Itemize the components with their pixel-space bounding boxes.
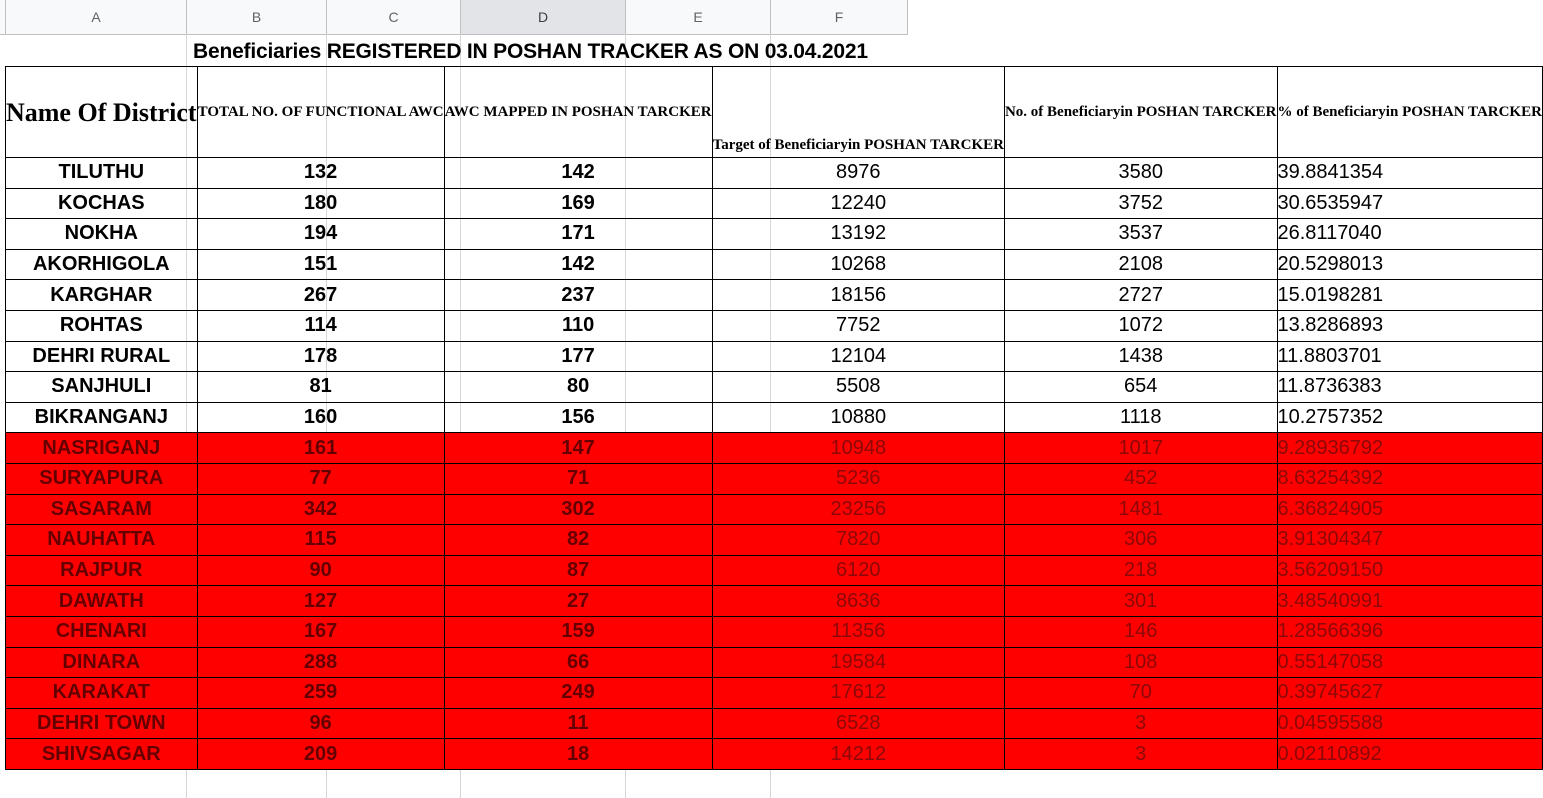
cell-beneficiary-count[interactable]: 108 (1004, 647, 1277, 678)
column-header-f[interactable]: F (771, 0, 908, 34)
cell-awc-mapped[interactable]: 156 (444, 402, 712, 433)
cell-beneficiary-count[interactable]: 3 (1004, 739, 1277, 770)
cell-target[interactable]: 8636 (712, 586, 1004, 617)
cell-beneficiary-count[interactable]: 70 (1004, 678, 1277, 709)
header-target[interactable]: Target of Beneficiaryin POSHAN TARCKER (712, 67, 1004, 158)
cell-functional-awc[interactable]: 160 (197, 402, 444, 433)
cell-percent[interactable]: 9.28936792 (1277, 433, 1542, 464)
cell-functional-awc[interactable]: 151 (197, 249, 444, 280)
cell-beneficiary-count[interactable]: 3 (1004, 708, 1277, 739)
cell-awc-mapped[interactable]: 142 (444, 158, 712, 189)
cell-percent[interactable]: 15.0198281 (1277, 280, 1542, 311)
cell-district[interactable]: BIKRANGANJ (6, 402, 198, 433)
cell-target[interactable]: 7752 (712, 310, 1004, 341)
cell-district[interactable]: SURYAPURA (6, 463, 198, 494)
cell-target[interactable]: 6528 (712, 708, 1004, 739)
cell-beneficiary-count[interactable]: 3752 (1004, 188, 1277, 219)
cell-percent[interactable]: 20.5298013 (1277, 249, 1542, 280)
cell-target[interactable]: 6120 (712, 555, 1004, 586)
column-header-a[interactable]: A (6, 0, 187, 34)
cell-target[interactable]: 19584 (712, 647, 1004, 678)
cell-functional-awc[interactable]: 288 (197, 647, 444, 678)
cell-beneficiary-count[interactable]: 452 (1004, 463, 1277, 494)
cell-beneficiary-count[interactable]: 1438 (1004, 341, 1277, 372)
cell-district[interactable]: SASARAM (6, 494, 198, 525)
table-row (6, 158, 1543, 189)
column-header-d[interactable]: D (461, 0, 626, 34)
empty-row (0, 772, 908, 798)
cell-beneficiary-count[interactable]: 3537 (1004, 219, 1277, 250)
cell-awc-mapped[interactable]: 169 (444, 188, 712, 219)
cell-percent[interactable]: 11.8736383 (1277, 372, 1542, 403)
cell-awc-mapped[interactable]: 66 (444, 647, 712, 678)
cell-target[interactable]: 12104 (712, 341, 1004, 372)
table-row (6, 586, 1543, 617)
cell-percent[interactable]: 39.8841354 (1277, 158, 1542, 189)
cell-beneficiary-count[interactable]: 306 (1004, 525, 1277, 556)
cell-district[interactable]: KOCHAS (6, 188, 198, 219)
cell-functional-awc[interactable]: 115 (197, 525, 444, 556)
cell-target[interactable]: 5508 (712, 372, 1004, 403)
cell-district[interactable]: TILUTHU (6, 158, 198, 189)
table-row (6, 647, 1543, 678)
header-functional-awc[interactable]: TOTAL NO. OF FUNCTIONAL AWC (197, 67, 444, 158)
table-header-row (6, 67, 1543, 158)
cell-beneficiary-count[interactable]: 301 (1004, 586, 1277, 617)
table-row (6, 678, 1543, 709)
cell-beneficiary-count[interactable]: 1017 (1004, 433, 1277, 464)
cell-district[interactable]: ROHTAS (6, 310, 198, 341)
table-row (6, 280, 1543, 311)
table-row (6, 402, 1543, 433)
cell-functional-awc[interactable]: 127 (197, 586, 444, 617)
cell-target[interactable]: 5236 (712, 463, 1004, 494)
cell-functional-awc[interactable]: 161 (197, 433, 444, 464)
table-row (6, 463, 1543, 494)
table-row (6, 555, 1543, 586)
cell-functional-awc[interactable]: 342 (197, 494, 444, 525)
cell-district[interactable]: DEHRI TOWN (6, 708, 198, 739)
cell-district[interactable]: DAWATH (6, 586, 198, 617)
cell-target[interactable]: 14212 (712, 739, 1004, 770)
cell-percent[interactable]: 3.48540991 (1277, 586, 1542, 617)
table-row (6, 708, 1543, 739)
table-row (6, 494, 1543, 525)
cell-percent[interactable]: 0.55147058 (1277, 647, 1542, 678)
column-header-c[interactable]: C (327, 0, 461, 34)
cell-percent[interactable]: 3.91304347 (1277, 525, 1542, 556)
table-row (6, 188, 1543, 219)
cell-target[interactable]: 18156 (712, 280, 1004, 311)
cell-percent[interactable]: 11.8803701 (1277, 341, 1542, 372)
cell-percent[interactable]: 3.56209150 (1277, 555, 1542, 586)
cell-awc-mapped[interactable]: 87 (444, 555, 712, 586)
cell-percent[interactable]: 0.04595588 (1277, 708, 1542, 739)
table-row (6, 372, 1543, 403)
cell-functional-awc[interactable]: 267 (197, 280, 444, 311)
cell-awc-mapped[interactable]: 18 (444, 739, 712, 770)
header-percent[interactable]: % of Beneficiaryin POSHAN TARCKER (1277, 67, 1542, 158)
table-row (6, 341, 1543, 372)
cell-beneficiary-count[interactable]: 1118 (1004, 402, 1277, 433)
cell-target[interactable]: 23256 (712, 494, 1004, 525)
cell-awc-mapped[interactable]: 249 (444, 678, 712, 709)
cell-awc-mapped[interactable]: 171 (444, 219, 712, 250)
cell-district[interactable]: CHENARI (6, 616, 198, 647)
cell-district[interactable]: RAJPUR (6, 555, 198, 586)
cell-beneficiary-count[interactable]: 2727 (1004, 280, 1277, 311)
cell-awc-mapped[interactable]: 71 (444, 463, 712, 494)
cell-district[interactable]: SHIVSAGAR (6, 739, 198, 770)
cell-awc-mapped[interactable]: 11 (444, 708, 712, 739)
cell-functional-awc[interactable]: 180 (197, 188, 444, 219)
cell-beneficiary-count[interactable]: 146 (1004, 616, 1277, 647)
cell-percent[interactable]: 0.02110892 (1277, 739, 1542, 770)
cell-functional-awc[interactable]: 114 (197, 310, 444, 341)
sheet-title[interactable]: Beneficiaries REGISTERED IN POSHAN TRACKER AS ON 03.04.2021 (193, 40, 868, 63)
cell-district[interactable]: DEHRI RURAL (6, 341, 198, 372)
title-row (0, 34, 908, 66)
cell-functional-awc[interactable]: 96 (197, 708, 444, 739)
cell-awc-mapped[interactable]: 147 (444, 433, 712, 464)
cell-beneficiary-count[interactable]: 654 (1004, 372, 1277, 403)
cell-percent[interactable]: 6.36824905 (1277, 494, 1542, 525)
cell-awc-mapped[interactable]: 27 (444, 586, 712, 617)
table-row (6, 433, 1543, 464)
cell-functional-awc[interactable]: 259 (197, 678, 444, 709)
cell-awc-mapped[interactable]: 80 (444, 372, 712, 403)
cell-percent[interactable]: 10.2757352 (1277, 402, 1542, 433)
cell-district[interactable]: AKORHIGOLA (6, 249, 198, 280)
cell-awc-mapped[interactable]: 110 (444, 310, 712, 341)
cell-beneficiary-count[interactable]: 1481 (1004, 494, 1277, 525)
cell-functional-awc[interactable]: 132 (197, 158, 444, 189)
cell-awc-mapped[interactable]: 302 (444, 494, 712, 525)
cell-district[interactable]: NAUHATTA (6, 525, 198, 556)
header-awc-mapped[interactable]: AWC MAPPED IN POSHAN TARCKER (444, 67, 712, 158)
cell-awc-mapped[interactable]: 237 (444, 280, 712, 311)
cell-beneficiary-count[interactable]: 1072 (1004, 310, 1277, 341)
cell-awc-mapped[interactable]: 82 (444, 525, 712, 556)
cell-target[interactable]: 10268 (712, 249, 1004, 280)
cell-target[interactable]: 13192 (712, 219, 1004, 250)
table-row (6, 739, 1543, 770)
cell-percent[interactable]: 30.6535947 (1277, 188, 1542, 219)
cell-functional-awc[interactable]: 81 (197, 372, 444, 403)
cell-beneficiary-count[interactable]: 218 (1004, 555, 1277, 586)
table-row (6, 249, 1543, 280)
cell-beneficiary-count[interactable]: 2108 (1004, 249, 1277, 280)
cell-percent[interactable]: 1.28566396 (1277, 616, 1542, 647)
cell-target[interactable]: 7820 (712, 525, 1004, 556)
cell-percent[interactable]: 8.63254392 (1277, 463, 1542, 494)
table-row (6, 525, 1543, 556)
cell-functional-awc[interactable]: 178 (197, 341, 444, 372)
cell-functional-awc[interactable]: 209 (197, 739, 444, 770)
cell-awc-mapped[interactable]: 177 (444, 341, 712, 372)
column-header-e[interactable]: E (626, 0, 771, 34)
cell-district[interactable]: NASRIGANJ (6, 433, 198, 464)
beneficiaries-table (5, 66, 1543, 770)
column-header-row (0, 0, 908, 35)
cell-percent[interactable]: 26.8117040 (1277, 219, 1542, 250)
header-district[interactable]: Name Of District (6, 67, 198, 158)
cell-target[interactable]: 10948 (712, 433, 1004, 464)
cell-district[interactable]: KARGHAR (6, 280, 198, 311)
cell-beneficiary-count[interactable]: 3580 (1004, 158, 1277, 189)
cell-district[interactable]: SANJHULI (6, 372, 198, 403)
cell-district[interactable]: KARAKAT (6, 678, 198, 709)
column-header-b[interactable]: B (187, 0, 327, 34)
cell-functional-awc[interactable]: 194 (197, 219, 444, 250)
cell-district[interactable]: NOKHA (6, 219, 198, 250)
cell-target[interactable]: 12240 (712, 188, 1004, 219)
cell-functional-awc[interactable]: 90 (197, 555, 444, 586)
cell-target[interactable]: 8976 (712, 158, 1004, 189)
header-beneficiary-count[interactable]: No. of Beneficiaryin POSHAN TARCKER (1004, 67, 1277, 158)
cell-target[interactable]: 17612 (712, 678, 1004, 709)
cell-functional-awc[interactable]: 167 (197, 616, 444, 647)
table-row (6, 310, 1543, 341)
cell-target[interactable]: 10880 (712, 402, 1004, 433)
cell-awc-mapped[interactable]: 159 (444, 616, 712, 647)
cell-functional-awc[interactable]: 77 (197, 463, 444, 494)
table-row (6, 616, 1543, 647)
table-row (6, 219, 1543, 250)
cell-target[interactable]: 11356 (712, 616, 1004, 647)
cell-percent[interactable]: 0.39745627 (1277, 678, 1542, 709)
cell-district[interactable]: DINARA (6, 647, 198, 678)
cell-percent[interactable]: 13.8286893 (1277, 310, 1542, 341)
cell-awc-mapped[interactable]: 142 (444, 249, 712, 280)
